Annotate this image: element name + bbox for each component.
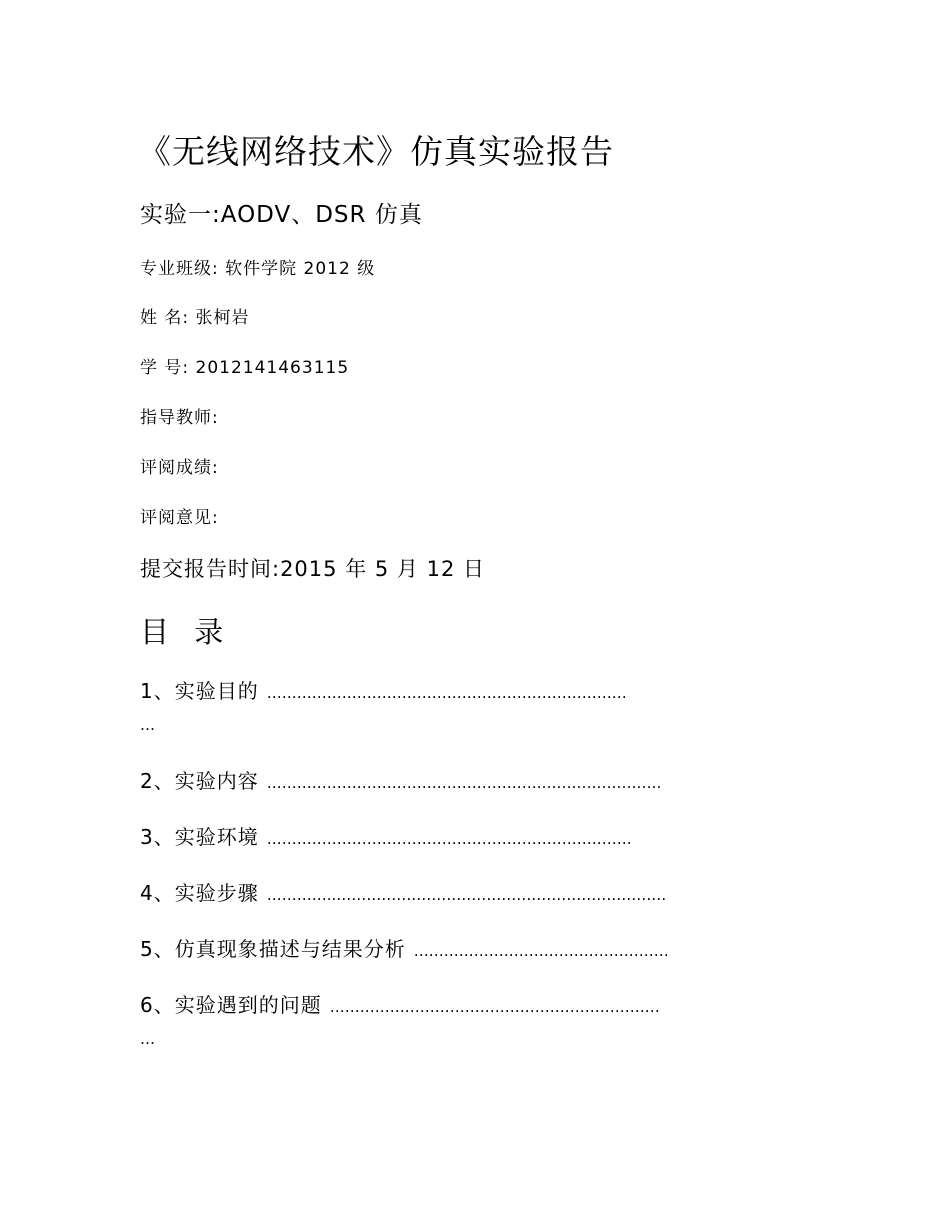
- toc-leader-dots: …………..…………………………………………………………: [266, 886, 667, 904]
- report-title: 《无线网络技术》仿真实验报告: [138, 132, 614, 171]
- toc-leader-continuation: …: [140, 716, 155, 734]
- toc-item-problems[interactable]: [140, 989, 810, 1018]
- toc-item-label: 5、仿真现象描述与结果分析: [140, 937, 406, 961]
- toc-item-content[interactable]: [140, 765, 810, 794]
- toc-leader-dots: ……………………………………………: [413, 942, 669, 960]
- toc-leader-dots: ……………………………………………….……………………: [266, 774, 662, 792]
- toc-leader-dots: ………………………………………………………………: [266, 684, 627, 702]
- toc-item-label: 1、实验目的: [140, 679, 259, 703]
- field-instructor: 指导教师:: [140, 408, 219, 428]
- toc-item-label: 4、实验步骤: [140, 881, 259, 905]
- submit-time: 提交报告时间:2015 年 5 月 12 日: [140, 557, 485, 581]
- toc-leader-dots: …………………………………………………………: [329, 998, 660, 1016]
- experiment-subtitle: 实验一:AODV、DSR 仿真: [140, 202, 423, 228]
- toc-item-steps[interactable]: [140, 877, 810, 906]
- field-student-id: 学 号: 2012141463115: [140, 358, 350, 378]
- field-comments: 评阅意见:: [140, 508, 219, 528]
- toc-leader-dots: ……………………………………………………………….: [266, 830, 632, 848]
- toc-leader-continuation: …: [140, 1030, 155, 1048]
- field-class: 专业班级: 软件学院 2012 级: [140, 259, 376, 279]
- toc-item-label: 6、实验遇到的问题: [140, 993, 322, 1017]
- toc-item-analysis[interactable]: [140, 933, 810, 962]
- field-grade: 评阅成绩:: [140, 458, 219, 478]
- toc-item-label: 3、实验环境: [140, 825, 259, 849]
- toc-item-label: 2、实验内容: [140, 769, 259, 793]
- toc-item-purpose[interactable]: [140, 675, 810, 704]
- toc-item-environment[interactable]: [140, 821, 810, 850]
- field-name: 姓 名: 张柯岩: [140, 308, 250, 328]
- toc-heading: 目 录: [140, 615, 232, 649]
